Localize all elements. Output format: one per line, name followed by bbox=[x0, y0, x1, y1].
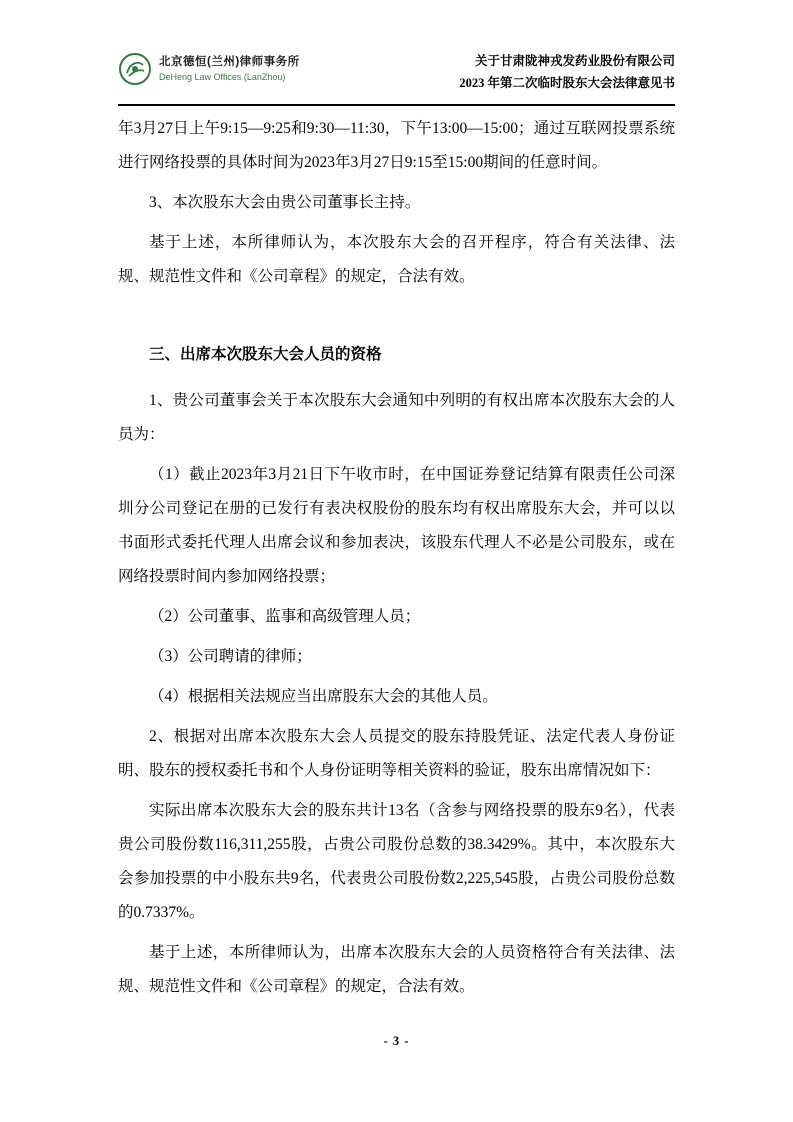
paragraph: 1、贵公司董事会关于本次股东大会通知中列明的有权出席本次股东大会的人员为： bbox=[118, 392, 675, 443]
page-number: - 3 - bbox=[383, 1034, 410, 1048]
document-body bbox=[118, 112, 675, 1004]
paragraph: （1）截止2023年3月21日下午收市时，在中国证券登记结算有限责任公司深圳分公司登记在册的已发行有表决权股份的股东均有权出席股东大会，并可以以书面形式委托代理人出席会议和参加表决，该股东代理人不必是公司股东，或在网络投票时间内参加网络投票； bbox=[118, 466, 675, 585]
paragraph: 基于上述，本所律师认为，出席本次股东大会的人员资格符合有关法律、法规、规范性文件和《公司章程》的规定，合法有效。 bbox=[118, 944, 675, 995]
paragraph: （3）公司聘请的律师； bbox=[149, 648, 312, 665]
document-header bbox=[118, 48, 675, 94]
paragraph-continuation: 年3月27日上午9:15—9:25和9:30—11:30，下午13:00—15:00；通过互联网投票系统进行网络投票的具体时间为2023年3月27日9:15至15:00期间的任意时间。 bbox=[118, 120, 675, 171]
law-firm-logo bbox=[118, 48, 300, 86]
paragraph: 基于上述，本所律师认为，本次股东大会的召开程序，符合有关法律、法规、规范性文件和《公司章程》的规定，合法有效。 bbox=[118, 234, 675, 285]
deheng-logo-icon bbox=[118, 52, 152, 86]
document-title-line1: 关于甘肃陇神戎发药业股份有限公司 bbox=[474, 54, 675, 68]
law-firm-name-cn: 北京德恒(兰州)律师事务所 bbox=[159, 56, 300, 69]
document-title bbox=[459, 48, 675, 94]
law-firm-name-en: DeHeng Law Offices (LanZhou) bbox=[159, 71, 286, 82]
paragraph: （4）根据相关法规应当出席股东大会的其他人员。 bbox=[149, 688, 498, 705]
law-firm-name-block bbox=[159, 55, 300, 83]
paragraph: 3、本次股东大会由贵公司董事长主持。 bbox=[149, 194, 421, 211]
section-heading: 三、出席本次股东大会人员的资格 bbox=[149, 346, 382, 363]
header-divider bbox=[118, 104, 675, 106]
page-footer bbox=[0, 1034, 793, 1049]
paragraph: 实际出席本次股东大会的股东共计13名（含参与网络投票的股东9名），代表贵公司股份数116,311,255股，占贵公司股份总数的38.3429%。其中，本次股东大会参加投票的中小股东共9名，代表贵公司股份数2,225,545股，占贵公司股份总数的0.7337%。 bbox=[118, 802, 675, 921]
paragraph: 2、根据对出席本次股东大会人员提交的股东持股凭证、法定代表人身份证明、股东的授权委托书和个人身份证明等相关资料的验证，股东出席情况如下： bbox=[118, 728, 675, 779]
document-title-line2: 2023 年第二次临时股东大会法律意见书 bbox=[459, 76, 675, 90]
paragraph: （2）公司董事、监事和高级管理人员； bbox=[149, 608, 421, 625]
